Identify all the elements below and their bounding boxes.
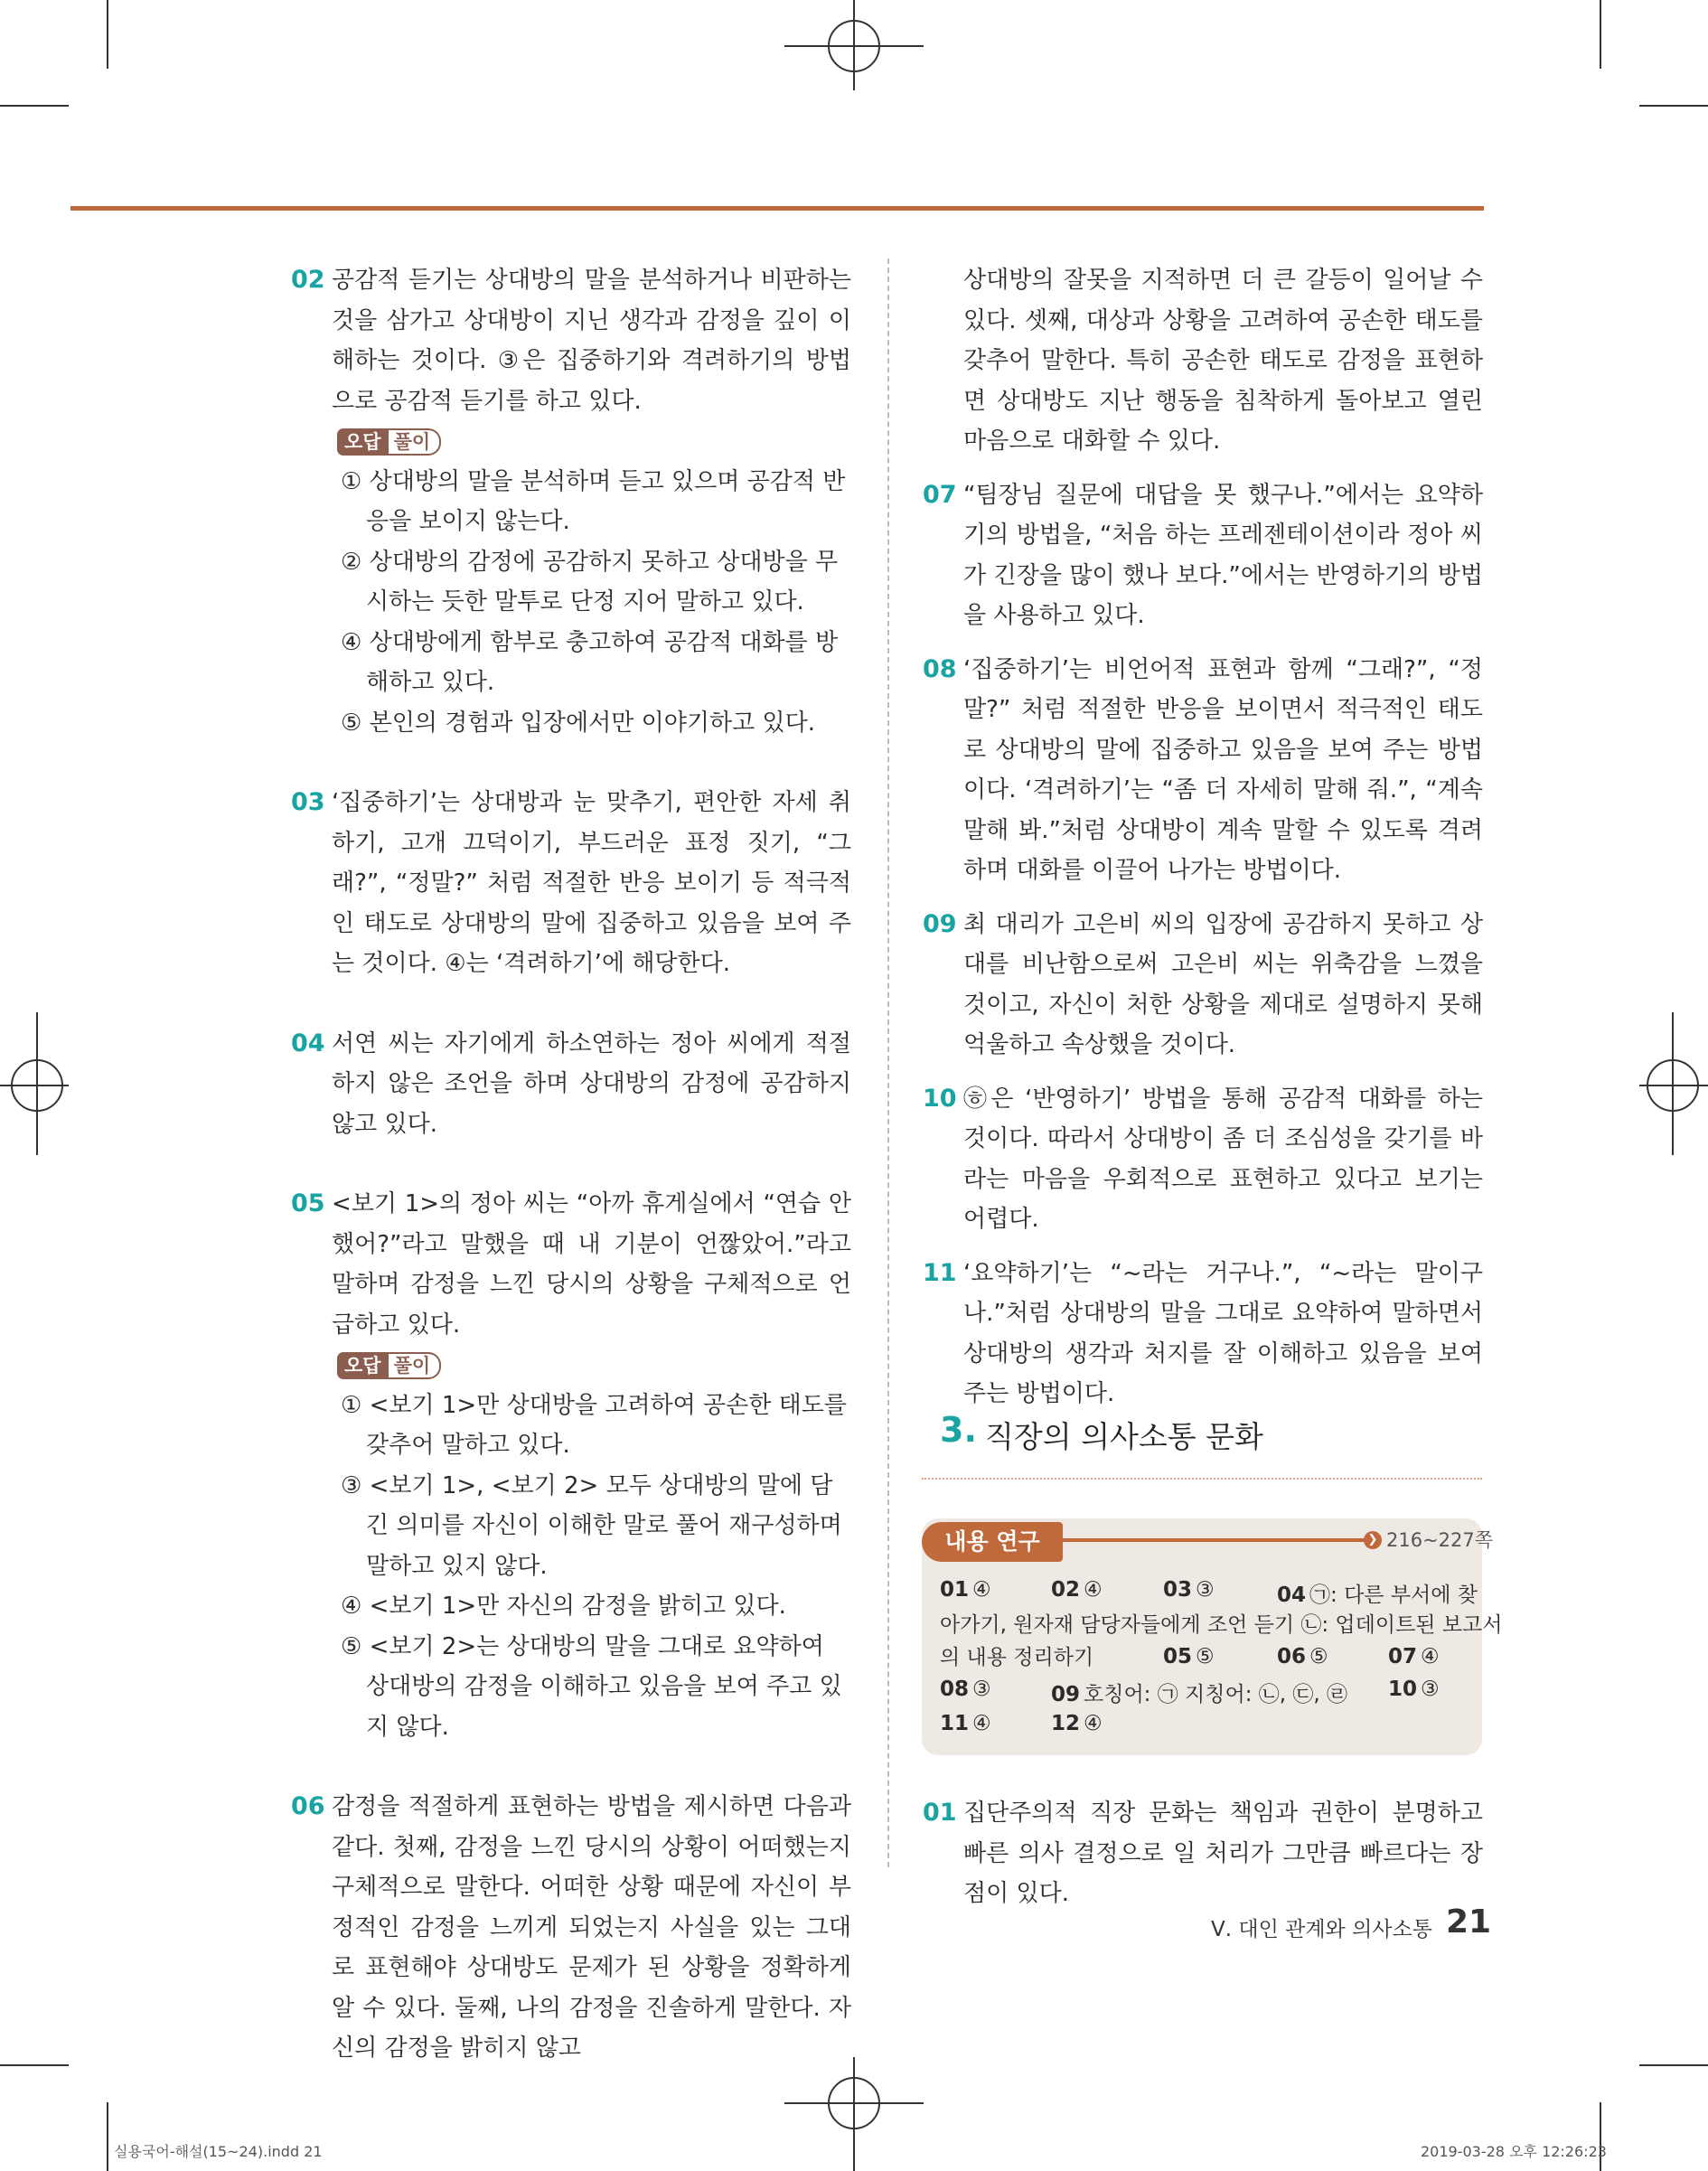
item-text: 최 대리가 고은비 씨의 입장에 공감하지 못하고 상대를 비난함으로써 고은비 씨는 위축감을 느꼈을 것이고, 자신이 처한 상황을 제대로 설명하지 못해 억울하고 속상했을 것이다. [963, 910, 1483, 1058]
box-arrow-line [1059, 1538, 1368, 1542]
section-title: 직장의 의사소통 문화 [985, 1419, 1263, 1454]
answer-entry: 08 ③ [940, 1678, 991, 1701]
item-number: 08 [923, 654, 957, 683]
left-column [291, 260, 851, 2069]
item-number: 10 [923, 1084, 957, 1113]
item-text: 서연 씨는 자기에게 하소연하는 정아 씨에게 적절하지 않은 조언을 하며 상대방의 감정에 공감하지 않고 있다. [332, 1029, 851, 1138]
item-number: 06 [291, 1792, 325, 1820]
answer-entry: 07 ④ [1388, 1645, 1440, 1668]
answer-line: 의 내용 정리하기 [940, 1646, 1094, 1669]
box-tag: 내용 연구 [922, 1522, 1063, 1562]
item-text: <보기 1>의 정아 씨는 “아까 휴게실에서 “연습 안 했어?”라고 말했을 때 내 기분이 언짢았어.”라고 말하며 감정을 느낀 당시의 상황을 구체적으로 언급하고 있다. [332, 1190, 851, 1339]
sub-item: ⑤ <보기 2>는 상대방의 말을 그대로 요약하여 상대방의 감정을 이해하고 있음을 보여 주고 있지 않다. [341, 1632, 842, 1741]
answer-item [291, 260, 851, 421]
item-text: ‘집중하기’는 비언어적 표현과 함께 “그래?”, “정말?” 처럼 적절한 반응을 보이면서 적극적인 태도로 상대방의 말에 집중하고 있음을 보여 주는 방법이다. ‘격려하기’는 “좀 더 자세히 말해 줘.”, “계속 말해 봐.”처럼 상대방이 계속 말할 수 있도록 격려하며 대화를 이끌어 나가는 방법이다. [963, 655, 1483, 884]
answer-line: 아가기, 원자재 담당자들에게 조언 듣기 ㉡: 업데이트된 보고서 [940, 1613, 1503, 1637]
crop-mark [0, 105, 69, 107]
item-text: ‘요약하기’는 “~라는 거구나.”, “~라는 말이구나.”처럼 상대방의 말을 그대로 요약하여 말하면서 상대방의 생각과 처지를 잘 이해하고 있음을 보여 주는 방법이다. [963, 1259, 1483, 1407]
right-column [923, 260, 1483, 1414]
sub-item: ② 상대방의 감정에 공감하지 못하고 상대방을 무시하는 듯한 말투로 단정 지어 말하고 있다. [341, 548, 839, 616]
answer-item [291, 1787, 851, 2069]
item-number: 11 [923, 1258, 957, 1287]
item-text: ㉭은 ‘반영하기’ 방법을 통해 공감적 대화를 하는 것이다. 따라서 상대방이 좀 더 조심성을 갖기를 바라는 마음을 우회적으로 표현하고 있다고 보기는 어렵다. [963, 1085, 1483, 1233]
section-heading [940, 1410, 1482, 1464]
crop-mark [0, 2064, 69, 2066]
odap-label: 오답 풀이 [337, 1352, 441, 1379]
answer-entry: 03 ③ [1163, 1578, 1215, 1602]
answer-entry: 06 ⑤ [1277, 1645, 1328, 1668]
answer-item [923, 905, 1483, 1066]
answer-item [923, 1079, 1483, 1240]
sub-item: ① <보기 1>만 상대방을 고려하여 공손한 태도를 갖추어 말하고 있다. [341, 1391, 847, 1459]
item-number: 09 [923, 909, 957, 938]
item-text: 감정을 적절하게 표현하는 방법을 제시하면 다음과 같다. 첫째, 감정을 느낀 당시의 상황이 어떠했는지 구체적으로 말한다. 어떠한 상황 때문에 자신이 부정적인 감정을 느끼게 되었는지 사실을 있는 그대로 표현해야 상대방도 문제가 된 상황을 정확하게 알 수 있다. 둘째, 나의 감정을 진솔하게 말한다. 자신의 감정을 밝히지 않고 [332, 1793, 851, 2062]
sub-item: ④ <보기 1>만 자신의 감정을 밝히고 있다. [341, 1593, 786, 1620]
arrow-icon: ❯ [1364, 1531, 1382, 1549]
answer-item [291, 1024, 851, 1145]
answer-item [291, 783, 851, 984]
item-text: 집단주의적 직장 문화는 책임과 권한이 분명하고 빠른 의사 결정으로 일 처리가 그만큼 빠르다는 장점이 있다. [963, 1800, 1483, 1907]
registration-line [853, 2057, 855, 2171]
item-number: 01 [923, 1799, 957, 1827]
answer-entry: 09 호칭어: ㉠ 지칭어: ㉡, ㉢, ㉣ [1051, 1683, 1347, 1706]
crop-mark [107, 2102, 108, 2171]
answer-item [923, 1793, 1483, 1914]
registration-line [36, 1012, 38, 1155]
item-text: ‘집중하기’는 상대방과 눈 맞추기, 편안한 자세 취하기, 고개 끄덕이기, 부드러운 표정 짓기, “그래?”, “정말?” 처럼 적절한 반응 보이기 등 적극적인 태도로 상대방의 말에 집중하고 있음을 보여 주는 것이다. ④는 ‘격려하기’에 해당한다. [332, 789, 851, 977]
answer-entry: 02 ④ [1051, 1578, 1103, 1602]
chapter-label: Ⅴ. 대인 관계와 의사소통 [1211, 1918, 1432, 1941]
sub-item: ⑤ 본인의 경험과 입장에서만 이야기하고 있다. [341, 709, 815, 737]
page-number: 21 [1446, 1903, 1492, 1941]
answer-item [923, 475, 1483, 636]
page-range: 216~227쪽 [1386, 1529, 1494, 1551]
item-number: 05 [291, 1189, 325, 1217]
answer-item [923, 1254, 1483, 1414]
item-text: 공감적 듣기는 상대방의 말을 분석하거나 비판하는 것을 삼가고 상대방이 지닌 생각과 감정을 깊이 이해하는 것이다. ③은 집중하기와 격려하기의 방법으로 공감적 듣기를 하고 있다. [332, 267, 851, 415]
answer-entry: 05 ⑤ [1163, 1645, 1215, 1668]
column-separator [887, 258, 891, 1867]
odap-label: 오답 풀이 [337, 428, 441, 456]
answer-entry: 01 ④ [940, 1578, 991, 1602]
section-number: 3. [940, 1410, 977, 1450]
answer-entry: 11 ④ [940, 1712, 991, 1735]
answer-entry: 04 ㉠: 다른 부서에 찾 [1277, 1584, 1478, 1607]
top-rule [70, 206, 1484, 211]
section-underline [922, 1478, 1482, 1481]
sub-item: ④ 상대방에게 함부로 충고하여 공감적 대화를 방해하고 있다. [341, 628, 839, 696]
item-number: 04 [291, 1029, 325, 1057]
file-slug: 실용국어-해설(15~24).indd 21 [114, 2143, 323, 2160]
crop-mark [1639, 105, 1708, 107]
answer-item-continued [963, 260, 1483, 462]
item-text: “팀장님 질문에 대답을 못 했구나.”에서는 요약하기의 방법을, “처음 하는 프레젠테이션이라 정아 씨가 긴장을 많이 했나 보다.”에서는 반영하기의 방법을 사용하고 있다. [963, 481, 1483, 629]
bottom-answer [923, 1793, 1483, 1914]
registration-line [1639, 1085, 1708, 1086]
registration-line [1672, 1012, 1674, 1155]
item-number: 02 [291, 266, 325, 294]
item-text: 상대방의 잘못을 지적하면 더 큰 갈등이 일어날 수 있다. 셋째, 대상과 상황을 고려하여 공손한 태도를 갖추어 말한다. 특히 공손한 태도로 감정을 표현하면 상대방도 지난 행동을 침착하게 돌아보고 열린 마음으로 대화할 수 있다. [963, 267, 1483, 455]
answer-item [291, 1184, 851, 1345]
answer-entry: 12 ④ [1051, 1712, 1103, 1735]
answer-item [923, 650, 1483, 891]
crop-mark [1639, 2064, 1708, 2066]
answer-entry: 10 ③ [1388, 1678, 1440, 1701]
crop-mark [107, 0, 108, 69]
registration-line [0, 1085, 69, 1086]
item-number: 03 [291, 788, 325, 816]
item-number: 07 [923, 480, 957, 509]
registration-line [853, 0, 855, 90]
date-slug: 2019-03-28 오후 12:26:23 [1421, 2143, 1607, 2160]
crop-mark [1600, 0, 1601, 69]
sub-item: ① 상대방의 말을 분석하며 듣고 있으며 공감적 반응을 보이지 않는다. [341, 467, 846, 535]
sub-item: ③ <보기 1>, <보기 2> 모두 상대방의 말에 담긴 의미를 자신이 이해한 말로 풀어 재구성하며 말하고 있지 않다. [341, 1471, 842, 1580]
